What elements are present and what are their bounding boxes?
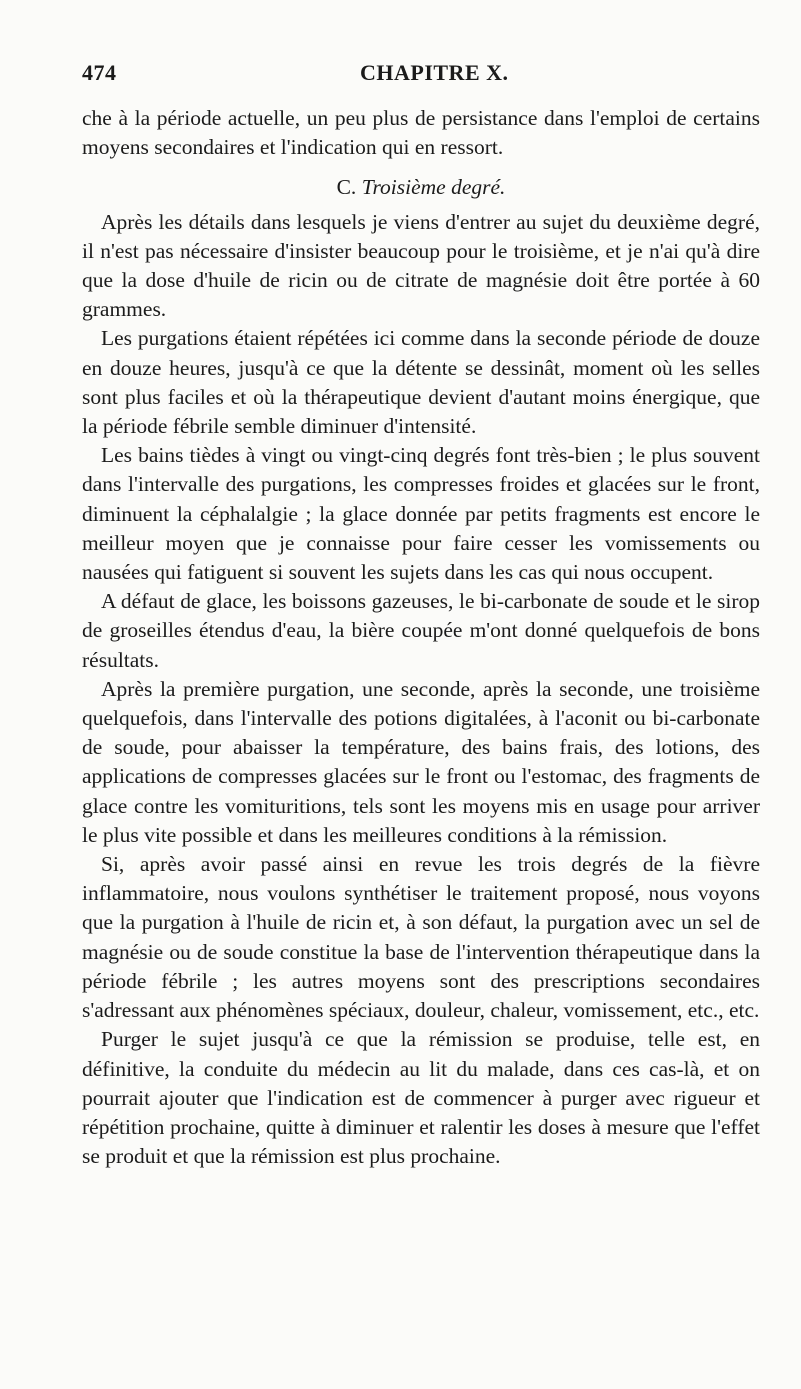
paragraph: Les bains tièdes à vingt ou vingt-cinq degrés font très-bien ; le plus souvent dans l'intervalle des purgations, les compresses froides et glacées sur le front, diminuent la céphalalgie ; la glace donnée par petits fragments est encore le meilleur moyen que je connaisse pour faire cesser les vomissements ou nausées qui fatiguent si souvent les sujets dans les cas qui nous occupent. <box>82 443 760 585</box>
section-title: Troisième degré. <box>361 175 506 200</box>
paragraph: Après la première purgation, une seconde, après la seconde, une troisième quelquefois, dans l'intervalle des potions digitalées, à l'aconit ou bi-carbonate de soude, pour abaisser la température, des bains frais, des lotions, des applications de compresses glacées sur le front ou l'estomac, des fragments de glace contre les vomituritions, tels sont les moyens mis en usage pour arriver le plus vite possible et dans les meilleures conditions à la rémission. <box>82 676 760 847</box>
page-number: 474 <box>82 60 117 85</box>
paragraph: A défaut de glace, les boissons gazeuses, le bi-carbonate de soude et le sirop de groseilles étendus d'eau, la bière coupée m'ont donné quelquefois de bons résultats. <box>82 589 760 672</box>
paragraph: Après les détails dans lesquels je viens d'entrer au sujet du deuxième degré, il n'est pas nécessaire d'insister beaucoup pour le troisième, et je n'ai qu'à dire que la dose d'huile de ricin ou de citrate de magnésie doit être portée à 60 grammes. <box>82 209 760 322</box>
paragraph: Les purgations étaient répétées ici comme dans la seconde période de douze en douze heures, jusqu'à ce que la détente se dessinât, moment où les selles sont plus faciles et où la thérapeutique devient d'autant moins énergique, que la période fébrile semble diminuer d'intensité. <box>82 326 760 439</box>
running-head: CHAPITRE X. <box>360 60 509 85</box>
paragraph-continuation: che à la période actuelle, un peu plus de persistance dans l'emploi de certains moyens secondaires et l'indication qui en ressort. <box>82 106 760 160</box>
paragraph: Si, après avoir passé ainsi en revue les trois degrés de la fièvre inflammatoire, nous voulons synthétiser le traitement proposé, nous voyons que la purgation à l'huile de ricin et, à son défaut, la purgation avec un sel de magnésie ou de soude constitue la base de l'intervention thérapeutique dans la période fébrile ; les autres moyens sont des prescriptions secondaires s'adressant aux phénomènes spéciaux, douleur, chaleur, vomissement, etc., etc. <box>82 852 760 1023</box>
body-text <box>82 104 760 1171</box>
page-header <box>82 60 781 90</box>
section-letter: C. <box>336 175 357 200</box>
paragraph: Purger le sujet jusqu'à ce que la rémission se produise, telle est, en définitive, la conduite du médecin au lit du malade, dans ces cas-là, et on pourrait ajouter que l'indication est de commencer à purger avec rigueur et répétition prochaine, quitte à diminuer et ralentir les doses à mesure que l'effet se produit et que la rémission est plus prochaine. <box>82 1027 760 1169</box>
section-heading <box>82 173 760 202</box>
